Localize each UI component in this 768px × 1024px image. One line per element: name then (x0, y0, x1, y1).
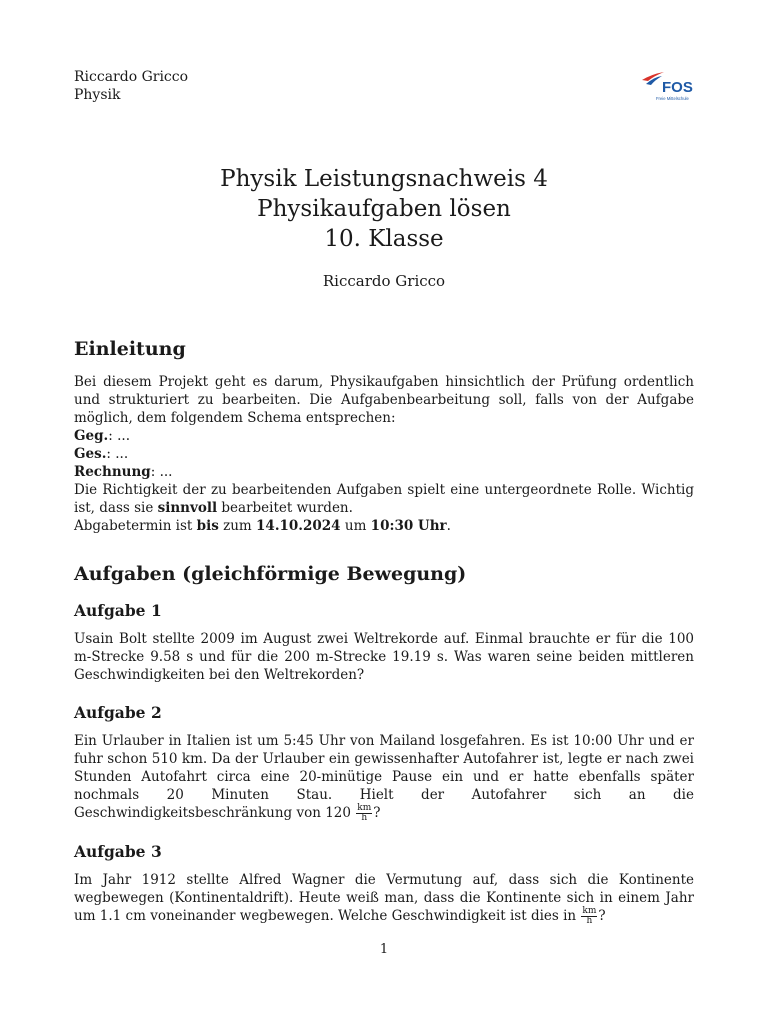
aufgabe-1-text: Usain Bolt stellte 2009 im August zwei Weltrekorde auf. Einmal brauchte er für die 100 m-Strecke 9.58 s und für die 200 m-Strecke 19.19 s. Was waren seine beiden mittleren Geschwindigkeiten bei den Weltrekorden? (74, 631, 694, 683)
document-author: Riccardo Gricco (322, 272, 446, 290)
fraction-numerator: km (357, 803, 372, 813)
aufgabe-3-body: Im Jahr 1912 stellte Alfred Wagner die Vermutung auf, dass sich die Kontinente wegbewegen (Kontinentaldrift). Heute weiß man, dass die Kontinente sich in einem Jahr um 1.1 cm voneinander wegbewegen. Welche Geschwindigkeit ist dies in (74, 872, 694, 924)
abgabe-text-a: Abgabetermin ist (74, 518, 197, 534)
aufgabe-2-end: ? (373, 805, 381, 821)
rechnung-rest: : ... (150, 464, 173, 480)
aufgabe-3-end: ? (598, 908, 606, 924)
document-title: Physik Leistungsnachweis 4 (220, 166, 548, 192)
main-content (74, 336, 694, 926)
fos-logo (640, 68, 702, 102)
schema-geg (74, 427, 694, 445)
fraction-denominator: h (361, 813, 368, 823)
document-subtitle: Physikaufgaben lösen (257, 196, 511, 222)
abgabe-text-e: um (340, 518, 371, 534)
ges-rest: : ... (106, 446, 129, 462)
document-class: 10. Klasse (324, 226, 444, 252)
abgabe-date: 14.10.2024 (256, 518, 341, 534)
title-block (0, 164, 768, 290)
section-heading-einleitung: Einleitung (74, 338, 186, 360)
abgabe-bis: bis (196, 518, 219, 534)
logo-subtext: Freie Mittelschule (656, 96, 689, 101)
fraction-numerator: km (582, 906, 597, 916)
page-header (74, 68, 188, 104)
einleitung-richtigkeit (74, 481, 694, 517)
schema-ges (74, 445, 694, 463)
aufgabe-1-heading: Aufgabe 1 (74, 601, 162, 620)
aufgabe-2-text (74, 732, 694, 823)
abgabe-time: 10:30 Uhr (370, 518, 447, 534)
section-heading-aufgaben: Aufgaben (gleichförmige Bewegung) (74, 563, 467, 585)
abgabe-text-c: zum (218, 518, 257, 534)
aufgabe-3-text (74, 871, 694, 926)
einleitung-abgabe (74, 517, 694, 535)
geg-label: Geg. (74, 428, 109, 444)
aufgabe-3-heading: Aufgabe 3 (74, 842, 162, 861)
page-number: 1 (379, 942, 389, 957)
richtigkeit-bold: sinnvoll (157, 500, 218, 516)
ges-label: Ges. (74, 446, 107, 462)
header-subject: Physik (74, 87, 121, 103)
speed-unit-fraction (356, 804, 372, 823)
header-author: Riccardo Gricco (74, 69, 189, 85)
aufgabe-2-body: Ein Urlauber in Italien ist um 5:45 Uhr von Mailand losgefahren. Es ist 10:00 Uhr und er fuhr schon 510 km. Da der Urlauber ein gewissenhafter Autofahrer ist, legte er nach zwei Stunden Autofahrt circa eine 20-minütige Pause ein und er hatte ebenfalls später nochmals 20 Minuten Stau. Hielt der Autofahrer sich an die Geschwindigkeitsbeschränkung von 120 (74, 733, 694, 821)
fraction-denominator: h (586, 916, 593, 926)
geg-rest: : ... (108, 428, 130, 444)
richtigkeit-text-a: Die Richtigkeit der zu bearbeitenden Aufgaben spielt eine untergeordnete Rolle. Wichtig ist, dass sie (74, 482, 694, 516)
einleitung-intro: Bei diesem Projekt geht es darum, Physikaufgaben hinsichtlich der Prüfung ordentlich und strukturiert zu bearbeiten. Die Aufgabenbearbeitung soll, falls von der Aufgabe möglich, dem folgendem Schema entsprechen: (74, 374, 694, 426)
rechnung-label: Rechnung (74, 464, 151, 480)
speed-unit-fraction (581, 907, 597, 926)
schema-rechnung (74, 463, 694, 481)
richtigkeit-text-c: bearbeitet wurden. (217, 500, 353, 516)
logo-text: FOS (662, 79, 693, 96)
abgabe-text-g: . (446, 518, 451, 534)
aufgabe-2-heading: Aufgabe 2 (74, 703, 162, 722)
